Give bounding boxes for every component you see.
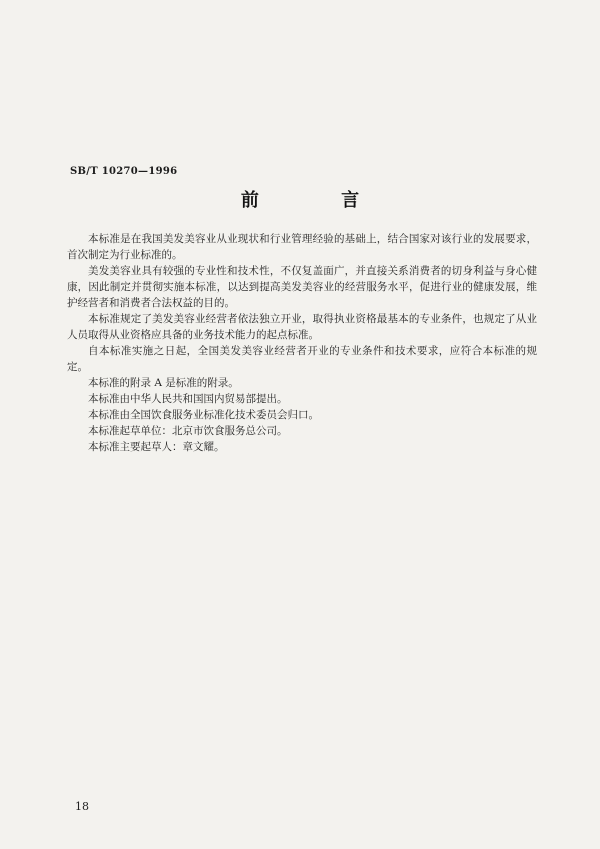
paragraph: 本标准主要起草人：章文耀。 xyxy=(88,441,225,453)
paragraph: 自本标准实施之日起，全国美发美容业经营者开业的专业条件和技术要求，应符合本标准的规定。 xyxy=(67,345,537,373)
paragraph: 本标准由中华人民共和国国内贸易部提出。 xyxy=(88,393,288,405)
paragraph: 本标准起草单位：北京市饮食服务总公司。 xyxy=(88,425,288,437)
paragraph: 美发美容业具有较强的专业性和技术性，不仅复盖面广，并直接关系消费者的切身利益与身心健康，因此制定并贯彻实施本标准，以达到提高美发美容业的经营服务水平，促进行业的健康发展，维护经营者和消费者合法权益的目的。 xyxy=(67,265,537,309)
paragraph: 本标准由全国饮食服务业标准化技术委员会归口。 xyxy=(88,409,319,421)
standard-code: SB/T 10270—1996 xyxy=(70,166,178,177)
page-title: 前 言 xyxy=(240,190,398,211)
paragraph: 本标准是在我国美发美容业从业现状和行业管理经验的基础上，结合国家对该行业的发展要求，首次制定为行业标准的。 xyxy=(67,233,537,261)
paragraph: 本标准规定了美发美容业经营者依法独立开业，取得执业资格最基本的专业条件，也规定了从业人员取得从业资格应具备的业务技术能力的起点标准。 xyxy=(67,313,537,341)
paragraph: 本标准的附录 A 是标准的附录。 xyxy=(88,377,239,389)
page-number: 18 xyxy=(75,800,89,813)
foreword-body xyxy=(67,231,537,455)
